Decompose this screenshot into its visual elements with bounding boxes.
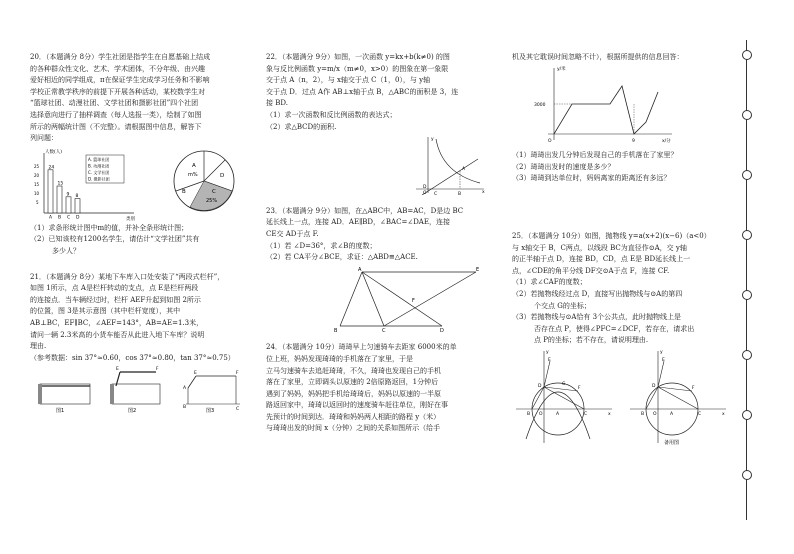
figure-2 — [110, 366, 160, 414]
point-o: O — [539, 411, 543, 417]
y-tick: 10 — [34, 190, 40, 196]
q21-line: 如图 1所示，点 A是栏杆转动的支点，点 E是栏杆两段 — [30, 284, 199, 293]
y-tick: 20 — [34, 172, 40, 178]
bar-category-label: B — [58, 215, 62, 221]
pie-m-label: m% — [188, 171, 198, 178]
q20-figures — [30, 145, 252, 223]
q21-ref: （参考数据：sin 37°≈0.60，cos 37°≈0.80，tan 37°≈0.75） — [30, 353, 235, 362]
q25-figures — [512, 347, 734, 447]
bar-c — [66, 197, 71, 213]
q25-sub2b: 个交点 G的坐标； — [534, 301, 591, 310]
y-tick: 15 — [34, 181, 40, 187]
question-20 — [30, 52, 252, 258]
q24-line: 位上班，妈妈发现琦琦的手机落在了家里，于是 — [266, 354, 413, 363]
axis-x: x — [722, 411, 725, 417]
pie-label-c: C — [212, 188, 216, 195]
point-b: B — [458, 192, 462, 196]
q20-line: 所示的两幅统计图（不完整）。请根据图中信息，解答下 — [30, 122, 202, 131]
point-a: A — [358, 266, 362, 273]
point-o: O — [653, 411, 657, 417]
pie-label-a: A — [192, 162, 196, 169]
q22-line: 交于点 D．过点 A作 AB⊥x轴于点 B，△ABC的面积是 3，连 — [266, 87, 459, 96]
q22-line: 象与反比例函数 y=m/x（m≠0，x>0）的图象在第一象限 — [266, 64, 449, 73]
label-f: F — [236, 371, 239, 377]
legend-b: B. 动漫社团 — [88, 163, 110, 169]
q25-sub3c: 点 P的坐标；若不存在，请说明理由. — [534, 336, 649, 345]
q22-line: 交于点 A（n，2），与 x轴交于点 C（1，0），与 y轴 — [266, 76, 431, 85]
point-c: C — [584, 411, 588, 417]
q23-figure — [266, 264, 498, 332]
graph-xlabel: x/分 — [662, 138, 671, 144]
legend-d: D. 摄影社团 — [88, 176, 110, 182]
y-tick: 5 — [36, 199, 39, 205]
q23-line: 延长线上一点，连接 AD．AE∥BD，∠BAC=∠DAE，连接 — [266, 218, 450, 227]
q22-head: 22．（本题满分 9分）如图，一次函数 y=kx+b(k≠0) 的图 — [266, 53, 450, 61]
hyperbola-curve — [436, 139, 480, 183]
bar-value-label: 9 — [66, 192, 70, 198]
q20-line: “篮球社团、动漫社团、文学社团和摄影社团”四个社团 — [30, 99, 199, 108]
bar-a — [48, 170, 53, 213]
pie-label-d: D — [220, 172, 225, 179]
q24-cont: 机及其它耽误时间忽略不计），根据所提供的信息回答： — [512, 53, 684, 61]
point-d: D — [538, 383, 542, 389]
q21-line: 的位置，图 3是其示意图（其中栏杆宽度），其中 — [30, 307, 181, 316]
column-1 — [30, 52, 252, 423]
pie-pct-label: 25% — [206, 197, 218, 204]
bar-category-label: A — [49, 215, 53, 221]
q25-spare-figure — [630, 350, 726, 446]
q22-sub2: （2）求△BCD的面积. — [266, 122, 337, 131]
pie-chart — [170, 147, 240, 217]
q22-sub1: （1）求一次函数和反比例函数的表达式； — [266, 110, 397, 119]
label-e: E — [116, 367, 119, 373]
binding-hole — [742, 290, 752, 300]
point-b: B — [641, 411, 645, 417]
figure-3 — [183, 370, 240, 414]
linear-function — [422, 159, 478, 195]
question-21 — [30, 272, 252, 419]
point-c: C — [698, 411, 702, 417]
point-e: E — [476, 266, 480, 273]
point-d: D — [652, 383, 656, 389]
q23-line: CE交 AD于点 F. — [266, 229, 319, 238]
point-b: B — [527, 411, 531, 417]
q21-head: 21．（本题满分 8分）某地下车库入口处安装了“两段式栏杆”， — [30, 272, 225, 281]
q24-line: 遇到了妈妈，妈妈把手机给琦琦后，妈妈以原速的一半原 — [266, 389, 441, 398]
q20-line: 的各种群众性文化、艺术、学术团体，不分年级、由兴趣 — [30, 64, 205, 73]
point-b: B — [334, 327, 338, 332]
q24-sub3: （3）琦琦到达单位时，妈妈离家的距离还有多远？ — [512, 174, 671, 183]
pie-label-b: B — [182, 188, 186, 195]
q24-line: 先预计的时间到达．琦琦和妈妈两人相距的路程 y（米） — [266, 412, 441, 421]
binding-hole — [742, 470, 752, 480]
label-f: F — [156, 367, 159, 373]
q25-sub1: （1）求∠CAF的度数； — [512, 278, 587, 287]
fig1-caption: 图1 — [56, 408, 65, 415]
axis-x: x — [608, 411, 611, 417]
binding-margin — [738, 40, 756, 520]
point-e: E — [662, 357, 665, 363]
q24-head: 24．（本题满分 10分）琦琦早上匀速骑车去距家 6000米的单 — [266, 343, 457, 352]
point-g: G — [562, 381, 566, 387]
label-c: C — [236, 407, 240, 413]
q21-line: AB⊥BC，EF∥BC，∠AEF=143°，AB=AE=1.3米， — [30, 318, 204, 327]
q25-sub2a: （2）若抛物线经过点 D，直接写出抛物线与⊙A的第四 — [512, 289, 683, 298]
q21-figures — [30, 364, 252, 414]
binding-hole — [742, 230, 752, 240]
q25-line: 与 x轴交于 B，C两点，以线段 BC为直径作⊙A，交 y轴 — [512, 243, 687, 252]
point-a: A — [556, 411, 560, 417]
q20-sub1: （1）求条形统计图中m的值，并补全条形统计图； — [30, 223, 189, 232]
label-a: A — [183, 386, 187, 392]
point-d: D — [423, 185, 427, 191]
q23-sub2: （2）若 CA平分∠BCE，求证：△ABD≌△ACE. — [266, 253, 418, 262]
bar-value-label: 15 — [57, 181, 64, 187]
figure-1 — [38, 384, 90, 414]
q20-line: 选择意向进行了抽样调查（每人选报一类），绘制了如图 — [30, 110, 202, 119]
pie-shaded-slice — [190, 181, 232, 210]
binding-hole — [742, 50, 752, 60]
question-22 — [266, 52, 498, 200]
q24-line: 与琦琦出发的时间 x（分钟）之间的关系如图所示（给手 — [266, 424, 441, 433]
q20-line: 列问题： — [30, 134, 58, 143]
point-f: F — [692, 385, 695, 391]
point-e: E — [548, 357, 551, 363]
q24-graph — [512, 64, 734, 146]
question-24 — [266, 342, 498, 435]
graph-x-tick: 9 — [632, 138, 635, 144]
binding-hole — [742, 110, 752, 120]
q21-line: 理由. — [30, 342, 47, 351]
graph-y-tick: 3000 — [534, 102, 546, 108]
bar-value-label: 8 — [75, 193, 79, 199]
q20-line: 爱好相近的同学组成，π在保证学生完成学习任务和不影响 — [30, 76, 210, 85]
q24-sub1: （1）琦琦出发几分钟后发现自己的手机落在了家里？ — [512, 151, 678, 160]
axis-x: x — [482, 190, 485, 196]
binding-hole — [742, 170, 752, 180]
bar-category-label: D — [76, 215, 80, 221]
legend-c: C. 文学社团 — [88, 169, 110, 175]
point-d: D — [440, 327, 444, 332]
q20-head: 20．（本题满分 8分）学生社团是指学生在自愿基础上结成 — [30, 53, 211, 61]
question-24-continued — [512, 52, 734, 185]
point-c: C — [434, 192, 438, 196]
q25-sub3a: （3）若抛物线与⊙A恰有 3个公共点，此时抛物线上是 — [512, 313, 682, 322]
bar-ylabel: 人数(人) — [45, 149, 63, 155]
column-3 — [512, 52, 734, 456]
q25-line: 点，∠CDE的角平分线 DF交⊙A于点 F，连接 CF. — [512, 266, 670, 275]
distance-line — [554, 86, 658, 134]
q24-line: 立马匀速骑车去追赶琦琦，不久，琦琦也发现自己的手机 — [266, 366, 441, 375]
y-tick: 25 — [34, 163, 40, 169]
bar-d — [75, 198, 80, 212]
q20-sub2b: 多少人？ — [52, 246, 80, 255]
binding-hole — [742, 410, 752, 420]
q25-head: 25．（本题满分 10分）如图，抛物线 y=a(x+2)(x−6)（a<0） — [512, 231, 711, 240]
q20-line: 学校正常教学秩序的前提下开展各种活动，某校数学生对 — [30, 87, 205, 96]
q25-line: 的正半轴于点 D，连接 BD，CD，点 E是 BD延长线上一 — [512, 255, 691, 264]
point-f: F — [578, 385, 581, 391]
q25-main-figure — [516, 350, 612, 443]
fig3-caption: 图3 — [206, 408, 215, 415]
point-a: A — [670, 411, 674, 417]
spare-figure-label: 备用图 — [664, 439, 680, 446]
point-a: A — [462, 167, 466, 173]
q24-line: 路返回家中，琦琦以返回时的速度骑车赶往单位，刚好在事 — [266, 401, 448, 410]
q21-line: 的连接点．当车辆经过时，栏杆 AEF升起到如图 2所示 — [30, 295, 201, 304]
q24-sub2: （2）琦琦出发时的速度是多少？ — [512, 162, 615, 171]
q20-sub2: （2）已知该校有1200名学生，请估计“文学社团”共有 — [30, 235, 200, 244]
q22-figure — [266, 133, 498, 195]
q23-head: 23．（本题满分 9分）如图，在△ABC中，AB=AC，D是边 BC — [266, 206, 464, 215]
bar-value-label: 24 — [48, 165, 55, 171]
label-e: E — [194, 371, 197, 377]
axis-y: y — [546, 349, 549, 355]
graph-origin: O — [548, 138, 552, 144]
label-b: B — [183, 405, 187, 411]
q24-line: 落在了家里，立即调头以原速的 2倍原路返回，1分钟后 — [266, 378, 439, 387]
question-23 — [266, 206, 498, 337]
graph-ylabel: y/米 — [557, 66, 566, 72]
bar-category-label: C — [67, 215, 71, 221]
point-f: F — [412, 297, 415, 304]
axis-y: y — [431, 137, 434, 143]
question-25 — [512, 231, 734, 452]
q25-sub3b: 否存在点 P，使得∠PFC=∠DCF，若存在，请求出 — [534, 324, 695, 333]
bar-legend — [86, 155, 124, 183]
q22-line: 接 BD. — [266, 99, 288, 108]
column-2 — [266, 52, 498, 439]
legend-a: A. 篮球社团 — [88, 156, 110, 162]
origin: O — [423, 191, 427, 196]
bar-xlabel: 类别 — [126, 216, 135, 222]
q21-line: 请问一辆 2.3米高的小货车能否从此进入地下车库？说明 — [30, 330, 205, 339]
q23-sub1: （1）若 ∠D=36°，求∠B的度数； — [266, 241, 377, 250]
binding-hole — [742, 350, 752, 360]
axis-y: y — [660, 349, 663, 355]
fig2-caption: 图2 — [128, 408, 137, 415]
bar-b — [57, 186, 62, 213]
point-c: C — [382, 327, 386, 332]
